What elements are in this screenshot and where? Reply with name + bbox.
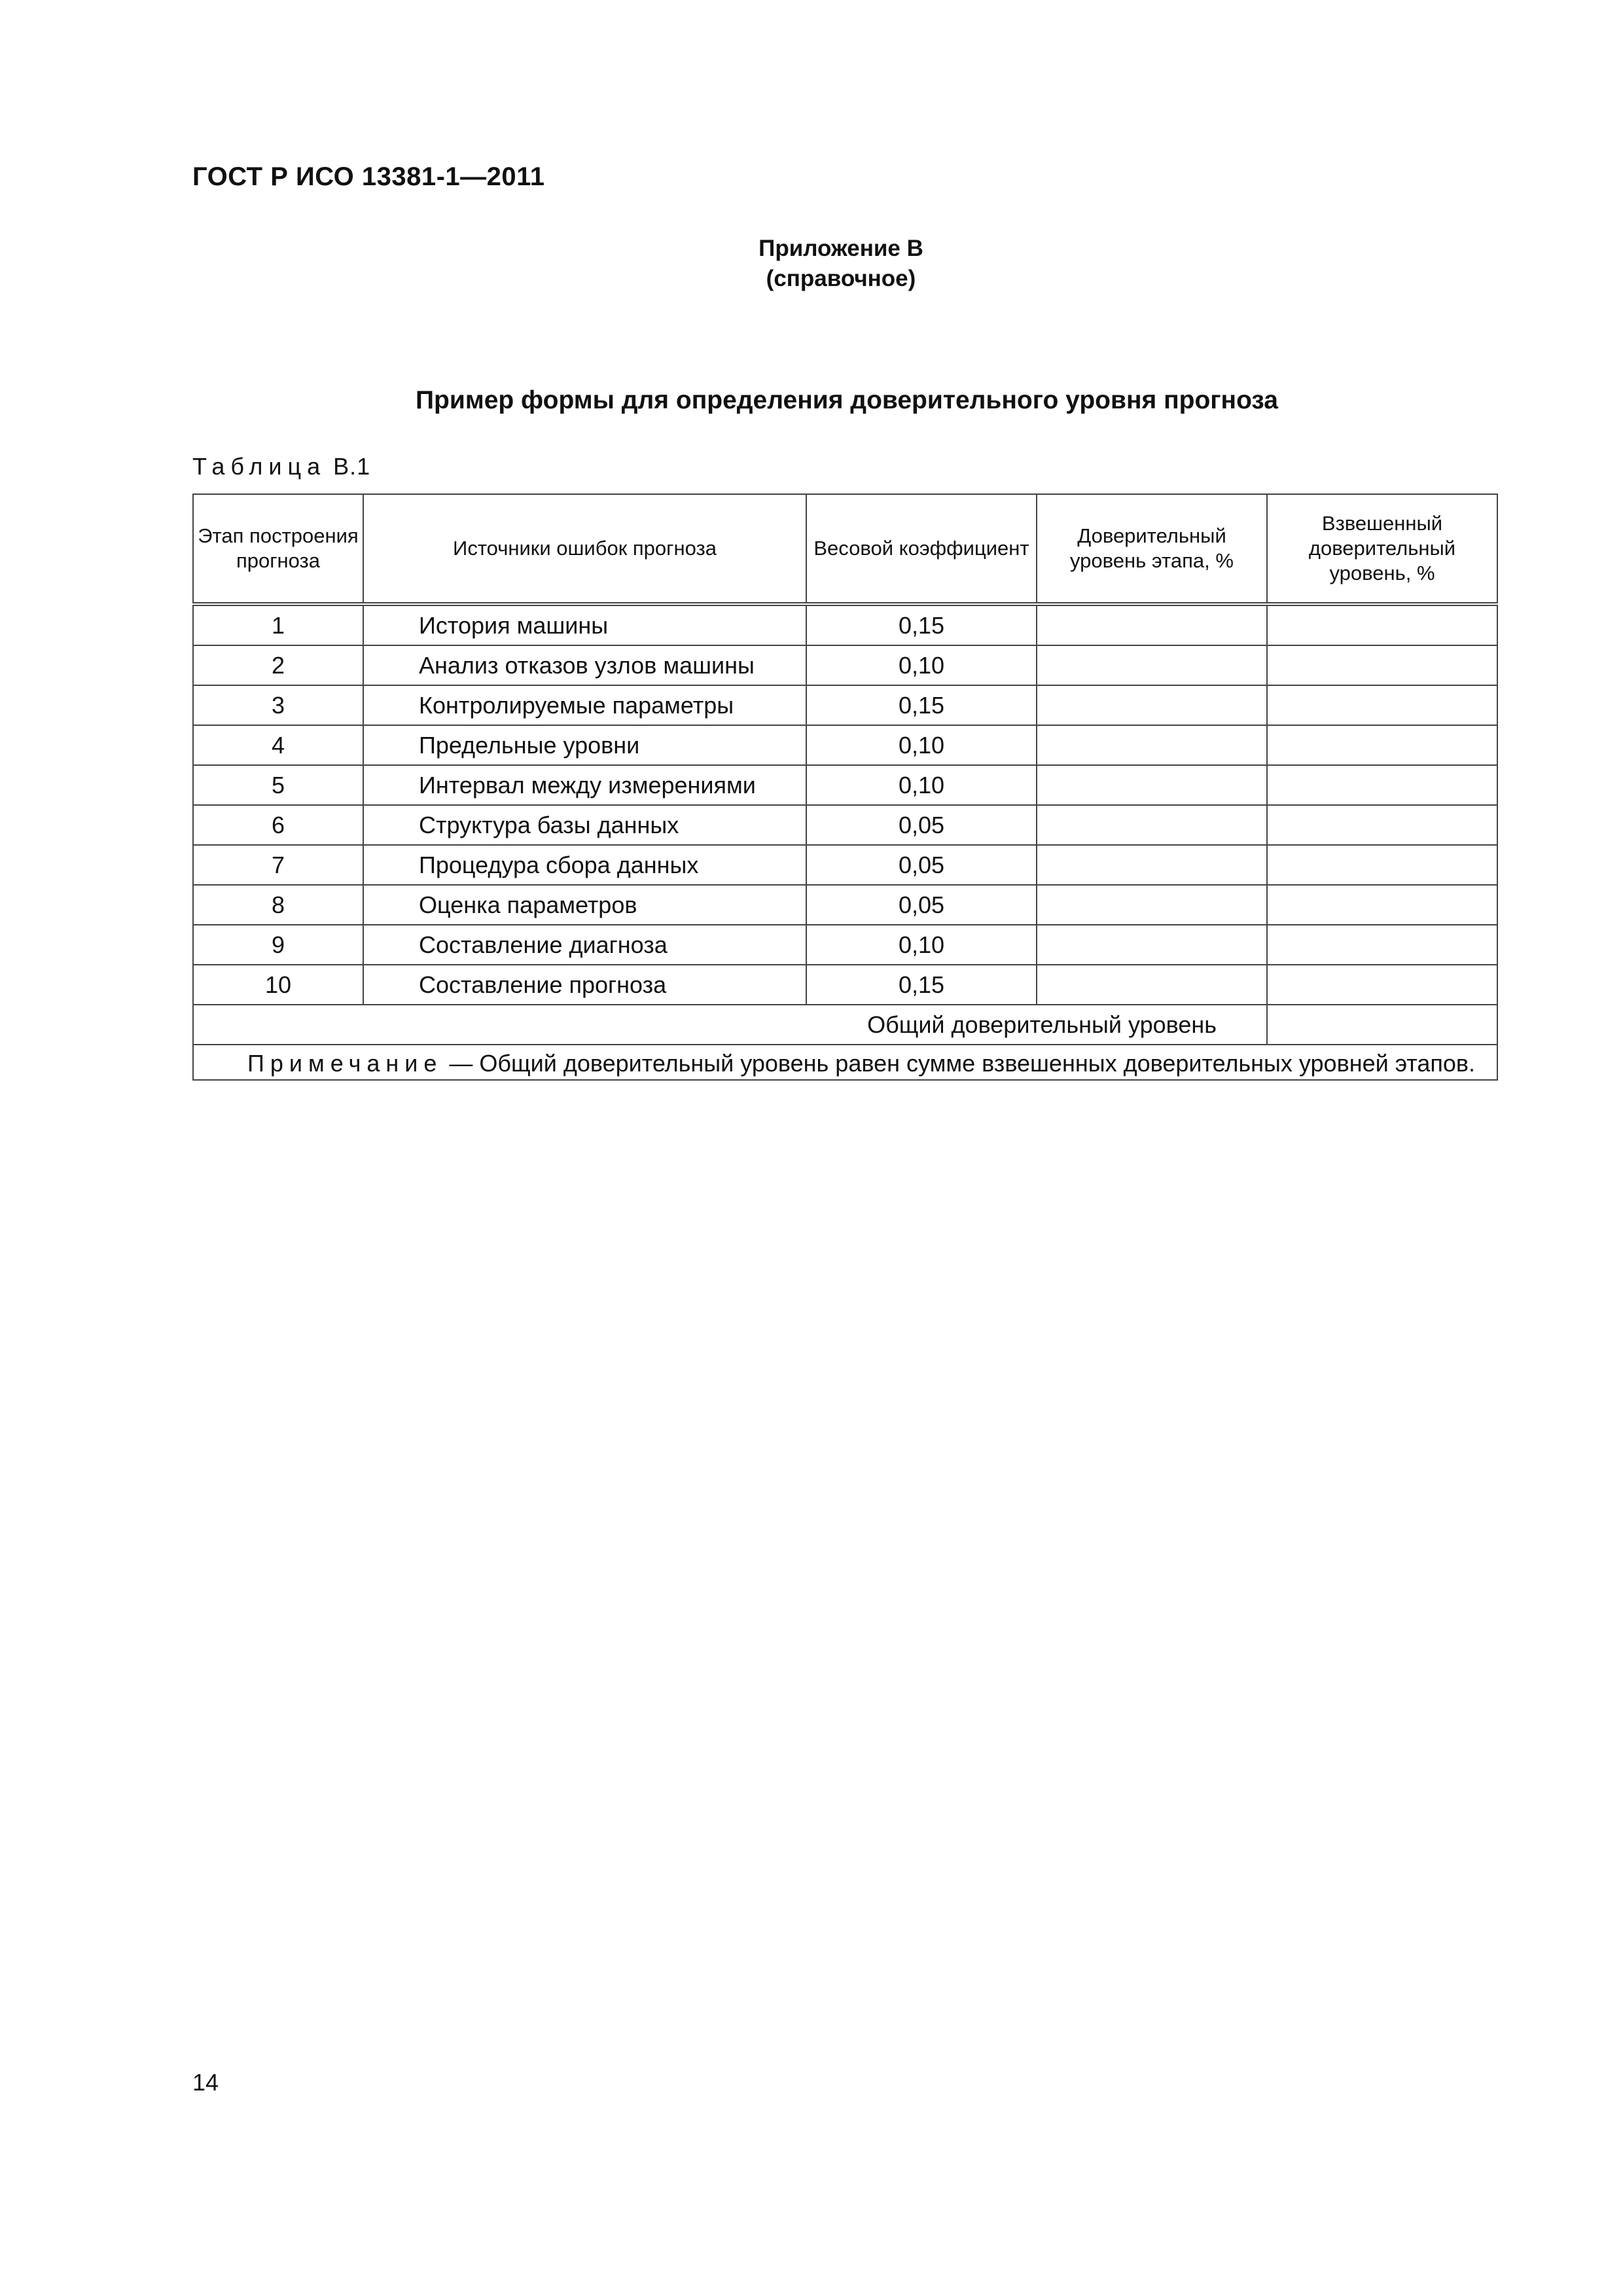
column-header-weight: Весовой коэффициент <box>806 494 1037 604</box>
table-caption <box>192 453 370 480</box>
source-cell: Интервал между измерениями <box>363 765 806 805</box>
weight-cell: 0,15 <box>806 685 1037 725</box>
source-cell: Составление прогноза <box>363 965 806 1005</box>
total-label: Общий доверительный уровень <box>193 1005 1267 1045</box>
table-row <box>193 845 1497 885</box>
table-row <box>193 965 1497 1005</box>
weight-cell: 0,05 <box>806 845 1037 885</box>
weighted-cell <box>1267 685 1497 725</box>
table-caption-number: В.1 <box>326 453 371 480</box>
source-cell: Процедура сбора данных <box>363 845 806 885</box>
weighted-cell <box>1267 885 1497 925</box>
table-row <box>193 604 1497 645</box>
source-cell: История машины <box>363 604 806 645</box>
appendix-heading <box>0 234 1623 294</box>
weight-cell: 0,10 <box>806 725 1037 765</box>
weighted-cell <box>1267 645 1497 685</box>
table-row <box>193 805 1497 845</box>
weighted-cell <box>1267 965 1497 1005</box>
stage-cell: 5 <box>193 765 363 805</box>
level-cell <box>1037 845 1267 885</box>
total-row <box>193 1005 1497 1045</box>
level-cell <box>1037 725 1267 765</box>
section-title: Пример формы для определения доверительного уровня прогноза <box>416 386 1278 414</box>
level-cell <box>1037 604 1267 645</box>
appendix-title: Приложение В <box>758 236 923 261</box>
table-header-row <box>193 494 1497 604</box>
weight-cell: 0,05 <box>806 885 1037 925</box>
weighted-cell <box>1267 725 1497 765</box>
table-row <box>193 725 1497 765</box>
weighted-cell <box>1267 925 1497 965</box>
weight-cell: 0,10 <box>806 925 1037 965</box>
weight-cell: 0,10 <box>806 645 1037 685</box>
stage-cell: 3 <box>193 685 363 725</box>
table-caption-label: Таблица <box>192 453 327 480</box>
stage-cell: 7 <box>193 845 363 885</box>
table-row <box>193 885 1497 925</box>
stage-cell: 8 <box>193 885 363 925</box>
weighted-cell <box>1267 604 1497 645</box>
table-row <box>193 925 1497 965</box>
level-cell <box>1037 765 1267 805</box>
source-cell: Составление диагноза <box>363 925 806 965</box>
weight-cell: 0,10 <box>806 765 1037 805</box>
stage-cell: 2 <box>193 645 363 685</box>
note-text: — Общий доверительный уровень равен сумме взвешенных доверительных уровней этапов. <box>442 1050 1476 1077</box>
weighted-cell <box>1267 765 1497 805</box>
page-number: 14 <box>192 2069 219 2096</box>
weight-cell: 0,15 <box>806 965 1037 1005</box>
appendix-subtitle: (справочное) <box>766 266 916 291</box>
level-cell <box>1037 965 1267 1005</box>
source-cell: Анализ отказов узлов машины <box>363 645 806 685</box>
level-cell <box>1037 925 1267 965</box>
table-note <box>193 1045 1497 1080</box>
stage-cell: 1 <box>193 604 363 645</box>
level-cell <box>1037 685 1267 725</box>
stage-cell: 9 <box>193 925 363 965</box>
weight-cell: 0,05 <box>806 805 1037 845</box>
note-label: Примечание <box>247 1050 443 1077</box>
column-header-source: Источники ошибок прогноза <box>363 494 806 604</box>
note-row <box>193 1045 1497 1080</box>
stage-cell: 6 <box>193 805 363 845</box>
table-row <box>193 645 1497 685</box>
standard-code-header: ГОСТ Р ИСО 13381-1—2011 <box>192 162 545 191</box>
weight-cell: 0,15 <box>806 604 1037 645</box>
level-cell <box>1037 805 1267 845</box>
table-row <box>193 765 1497 805</box>
source-cell: Контролируемые параметры <box>363 685 806 725</box>
source-cell: Структура базы данных <box>363 805 806 845</box>
confidence-level-table <box>192 493 1498 1081</box>
total-value-cell <box>1267 1005 1497 1045</box>
source-cell: Оценка параметров <box>363 885 806 925</box>
stage-cell: 10 <box>193 965 363 1005</box>
table-row <box>193 685 1497 725</box>
stage-cell: 4 <box>193 725 363 765</box>
column-header-weighted: Взвешенный доверительный уровень, % <box>1267 494 1497 604</box>
column-header-stage: Этап построения прогноза <box>193 494 363 604</box>
source-cell: Предельные уровни <box>363 725 806 765</box>
weighted-cell <box>1267 805 1497 845</box>
level-cell <box>1037 885 1267 925</box>
weighted-cell <box>1267 845 1497 885</box>
level-cell <box>1037 645 1267 685</box>
column-header-level: Доверительный уровень этапа, % <box>1037 494 1267 604</box>
